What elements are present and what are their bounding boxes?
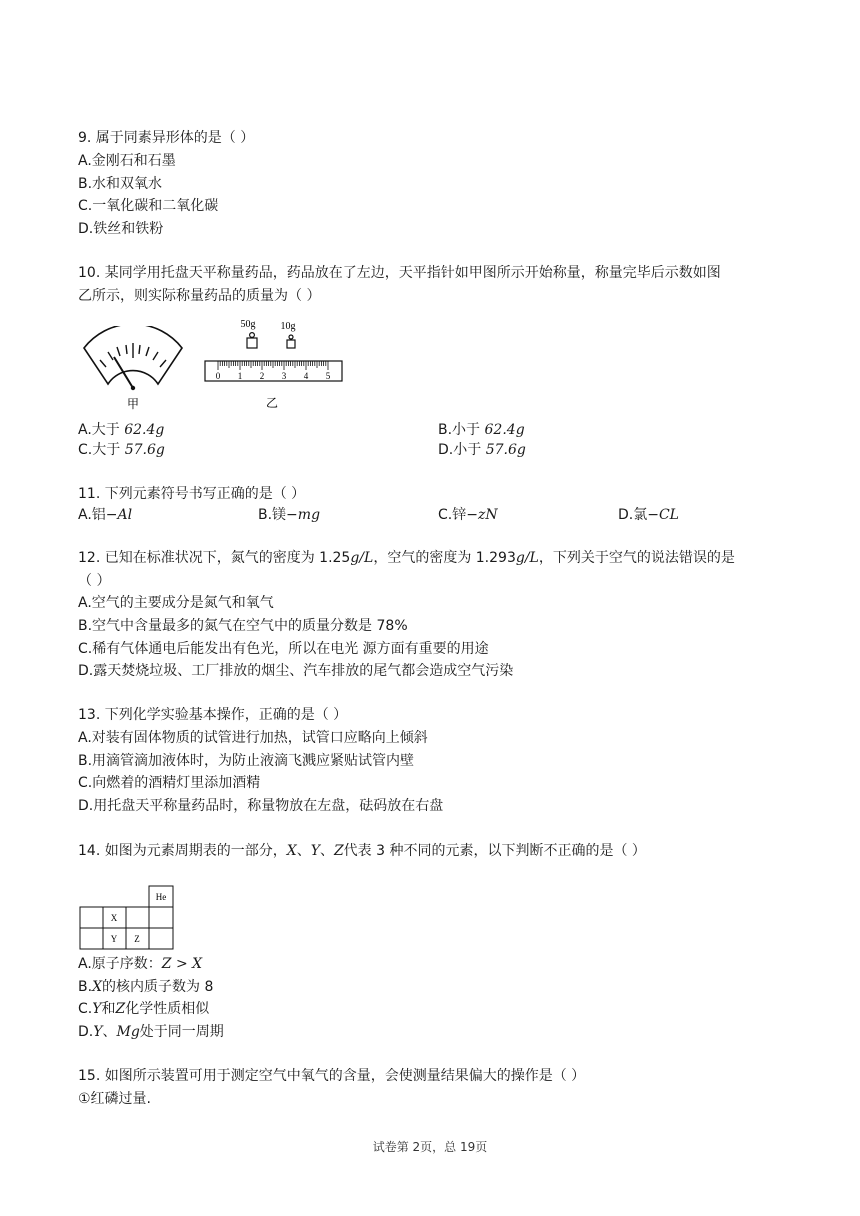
q12-unit-1: g/L [350,550,374,566]
balance-dial-figure [78,326,188,416]
q9-option-b: B.水和双氧水 [78,176,163,192]
fig-yi-label: 乙 [265,396,279,410]
q14-option-d-var1: Y [93,1024,103,1040]
q14-var-x: X [286,843,297,859]
q10-option-d-text: D.小于 [438,442,486,458]
q11-option-a-text: A.铝− [78,507,118,523]
q12-stem-part-a: 12. 已知在标准状况下，氮气的密度为 1.25 [78,550,351,566]
q10-option-d [438,441,526,459]
q14-option-d [78,1023,224,1041]
q10-stem-line1: 10. 某同学用托盘天平称量药品，药品放在了左边，天平指针如甲图所示开始称量，称量完毕后示数如图 [78,265,721,281]
q12-option-c: C.稀有气体通电后能发出有色光，所以在电光 源方面有重要的用途 [78,641,489,657]
q13-stem: 13. 下列化学实验基本操作，正确的是（ ） [78,707,348,723]
q14-sep-2: 、 [319,843,334,859]
q14-option-d-var2: Mg [116,1024,140,1040]
q14-var-z: Z [333,843,344,859]
q11-stem: 11. 下列元素符号书写正确的是（ ） [78,486,306,502]
q14-option-a-math: Z > X [161,956,203,972]
q11-option-d-symbol: CL [658,507,679,523]
q9-option-c: C.一氧化碳和二氧化碳 [78,198,219,214]
q10-option-a [78,421,164,439]
q11-option-d-text: D.氯− [618,507,659,523]
cell-x: X [110,913,118,923]
q9-stem: 9. 属于同素异形体的是（ ） [78,130,255,146]
q14-option-d-text: 处于同一周期 [139,1024,224,1040]
q15-stem: 15. 如图所示装置可用于测定空气中氧气的含量，会使测量结果偏大的操作是（ ） [78,1068,586,1084]
cell-z: Z [134,934,140,944]
q14-option-b [78,978,213,996]
q14-option-a [78,955,202,973]
q10-option-d-value: 57.6g [485,442,526,458]
q14-sep-1: 、 [296,843,311,859]
q13-option-c: C.向燃着的酒精灯里添加酒精 [78,775,261,791]
q14-option-a-text: A.原子序数： [78,956,162,972]
q10-option-c-text: C.大于 [78,442,125,458]
q10-option-a-value: 62.4g [124,422,165,438]
q11-option-b [258,506,320,524]
q10-option-a-text: A.大于 [78,422,125,438]
fig-jia-label: 甲 [126,397,140,411]
weight-icons [247,333,295,348]
periodic-table-fragment [78,884,176,952]
q14-option-c-text: 化学性质相似 [125,1001,210,1017]
q10-option-c-value: 57.6g [124,442,165,458]
cell-y: Y [110,934,118,944]
q14-option-c-prefix: C. [78,1001,93,1017]
tick-label-3: 3 [281,371,287,381]
tick-label-4: 4 [303,371,309,381]
q11-option-c-text: C.锌− [438,507,478,523]
q14-option-c-var1: Y [92,1001,102,1017]
q11-option-a-symbol: Al [117,507,133,523]
q14-option-b-var: X [92,979,103,995]
q14-option-d-prefix: D. [78,1024,94,1040]
q11-option-b-symbol: mg [297,507,321,523]
q14-option-c-mid: 和 [101,1001,116,1017]
q12-option-d: D.露天焚烧垃圾、工厂排放的烟尘、汽车排放的尾气都会造成空气污染 [78,663,514,679]
q14-stem-suffix: 代表 3 种不同的元素，以下判断不正确的是（ ） [343,843,646,859]
rider-scale-figure [200,314,350,414]
tick-label-1: 1 [237,371,243,381]
q12-option-a: A.空气的主要成分是氮气和氧气 [78,595,274,611]
q10-stem-line2: 乙所示，则实际称量药品的质量为（ ） [78,288,321,304]
q10-option-b-value: 62.4g [484,422,525,438]
tick-label-0: 0 [215,371,221,381]
q14-option-d-mid: 、 [102,1024,117,1040]
q13-option-d: D.用托盘天平称量药品时，称量物放在左盘，砝码放在右盘 [78,798,444,814]
q14-option-c-var2: Z [115,1001,126,1017]
q13-option-b: B.用滴管滴加液体时，为防止液滴飞溅应紧贴试管内壁 [78,753,415,769]
q10-option-b [438,421,525,439]
q12-unit-2: g/L [515,550,539,566]
q12-stem-part-b: ，空气的密度为 1.293 [373,550,516,566]
q11-option-a [78,506,132,524]
q13-option-a: A.对装有固体物质的试管进行加热，试管口应略向上倾斜 [78,730,428,746]
q9-option-a: A.金刚石和石墨 [78,153,176,169]
page-footer: 试卷第 2页，总 19页 [372,1140,488,1154]
q14-option-b-text: 的核内质子数为 8 [102,979,214,995]
q14-option-c [78,1000,209,1018]
q12-option-b: B.空气中含量最多的氮气在空气中的质量分数是 78% [78,618,408,634]
q10-option-b-text: B.小于 [438,422,485,438]
tick-label-5: 5 [325,371,331,381]
q14-stem-prefix: 14. 如图为元素周期表的一部分， [78,843,287,859]
q11-option-d [618,506,679,524]
q12-stem-line2: （ ） [78,573,111,589]
q10-option-c [78,441,165,459]
q11-option-c [438,506,498,524]
weight-50g-label: 50g [240,319,256,330]
q9-option-d: D.铁丝和铁粉 [78,221,164,237]
q15-item-1: ①红磷过量. [78,1091,152,1107]
cell-he: He [155,892,167,902]
q14-stem [78,842,646,860]
q11-option-b-text: B.镁− [258,507,298,523]
weight-10g-label: 10g [280,321,296,332]
q14-option-b-prefix: B. [78,979,93,995]
q12-stem-line1 [78,549,735,567]
q12-stem-part-c: ，下列关于空气的说法错误的是 [538,550,735,566]
q11-option-c-symbol: zN [477,507,498,523]
tick-label-2: 2 [259,371,265,381]
q14-var-y: Y [310,843,320,859]
